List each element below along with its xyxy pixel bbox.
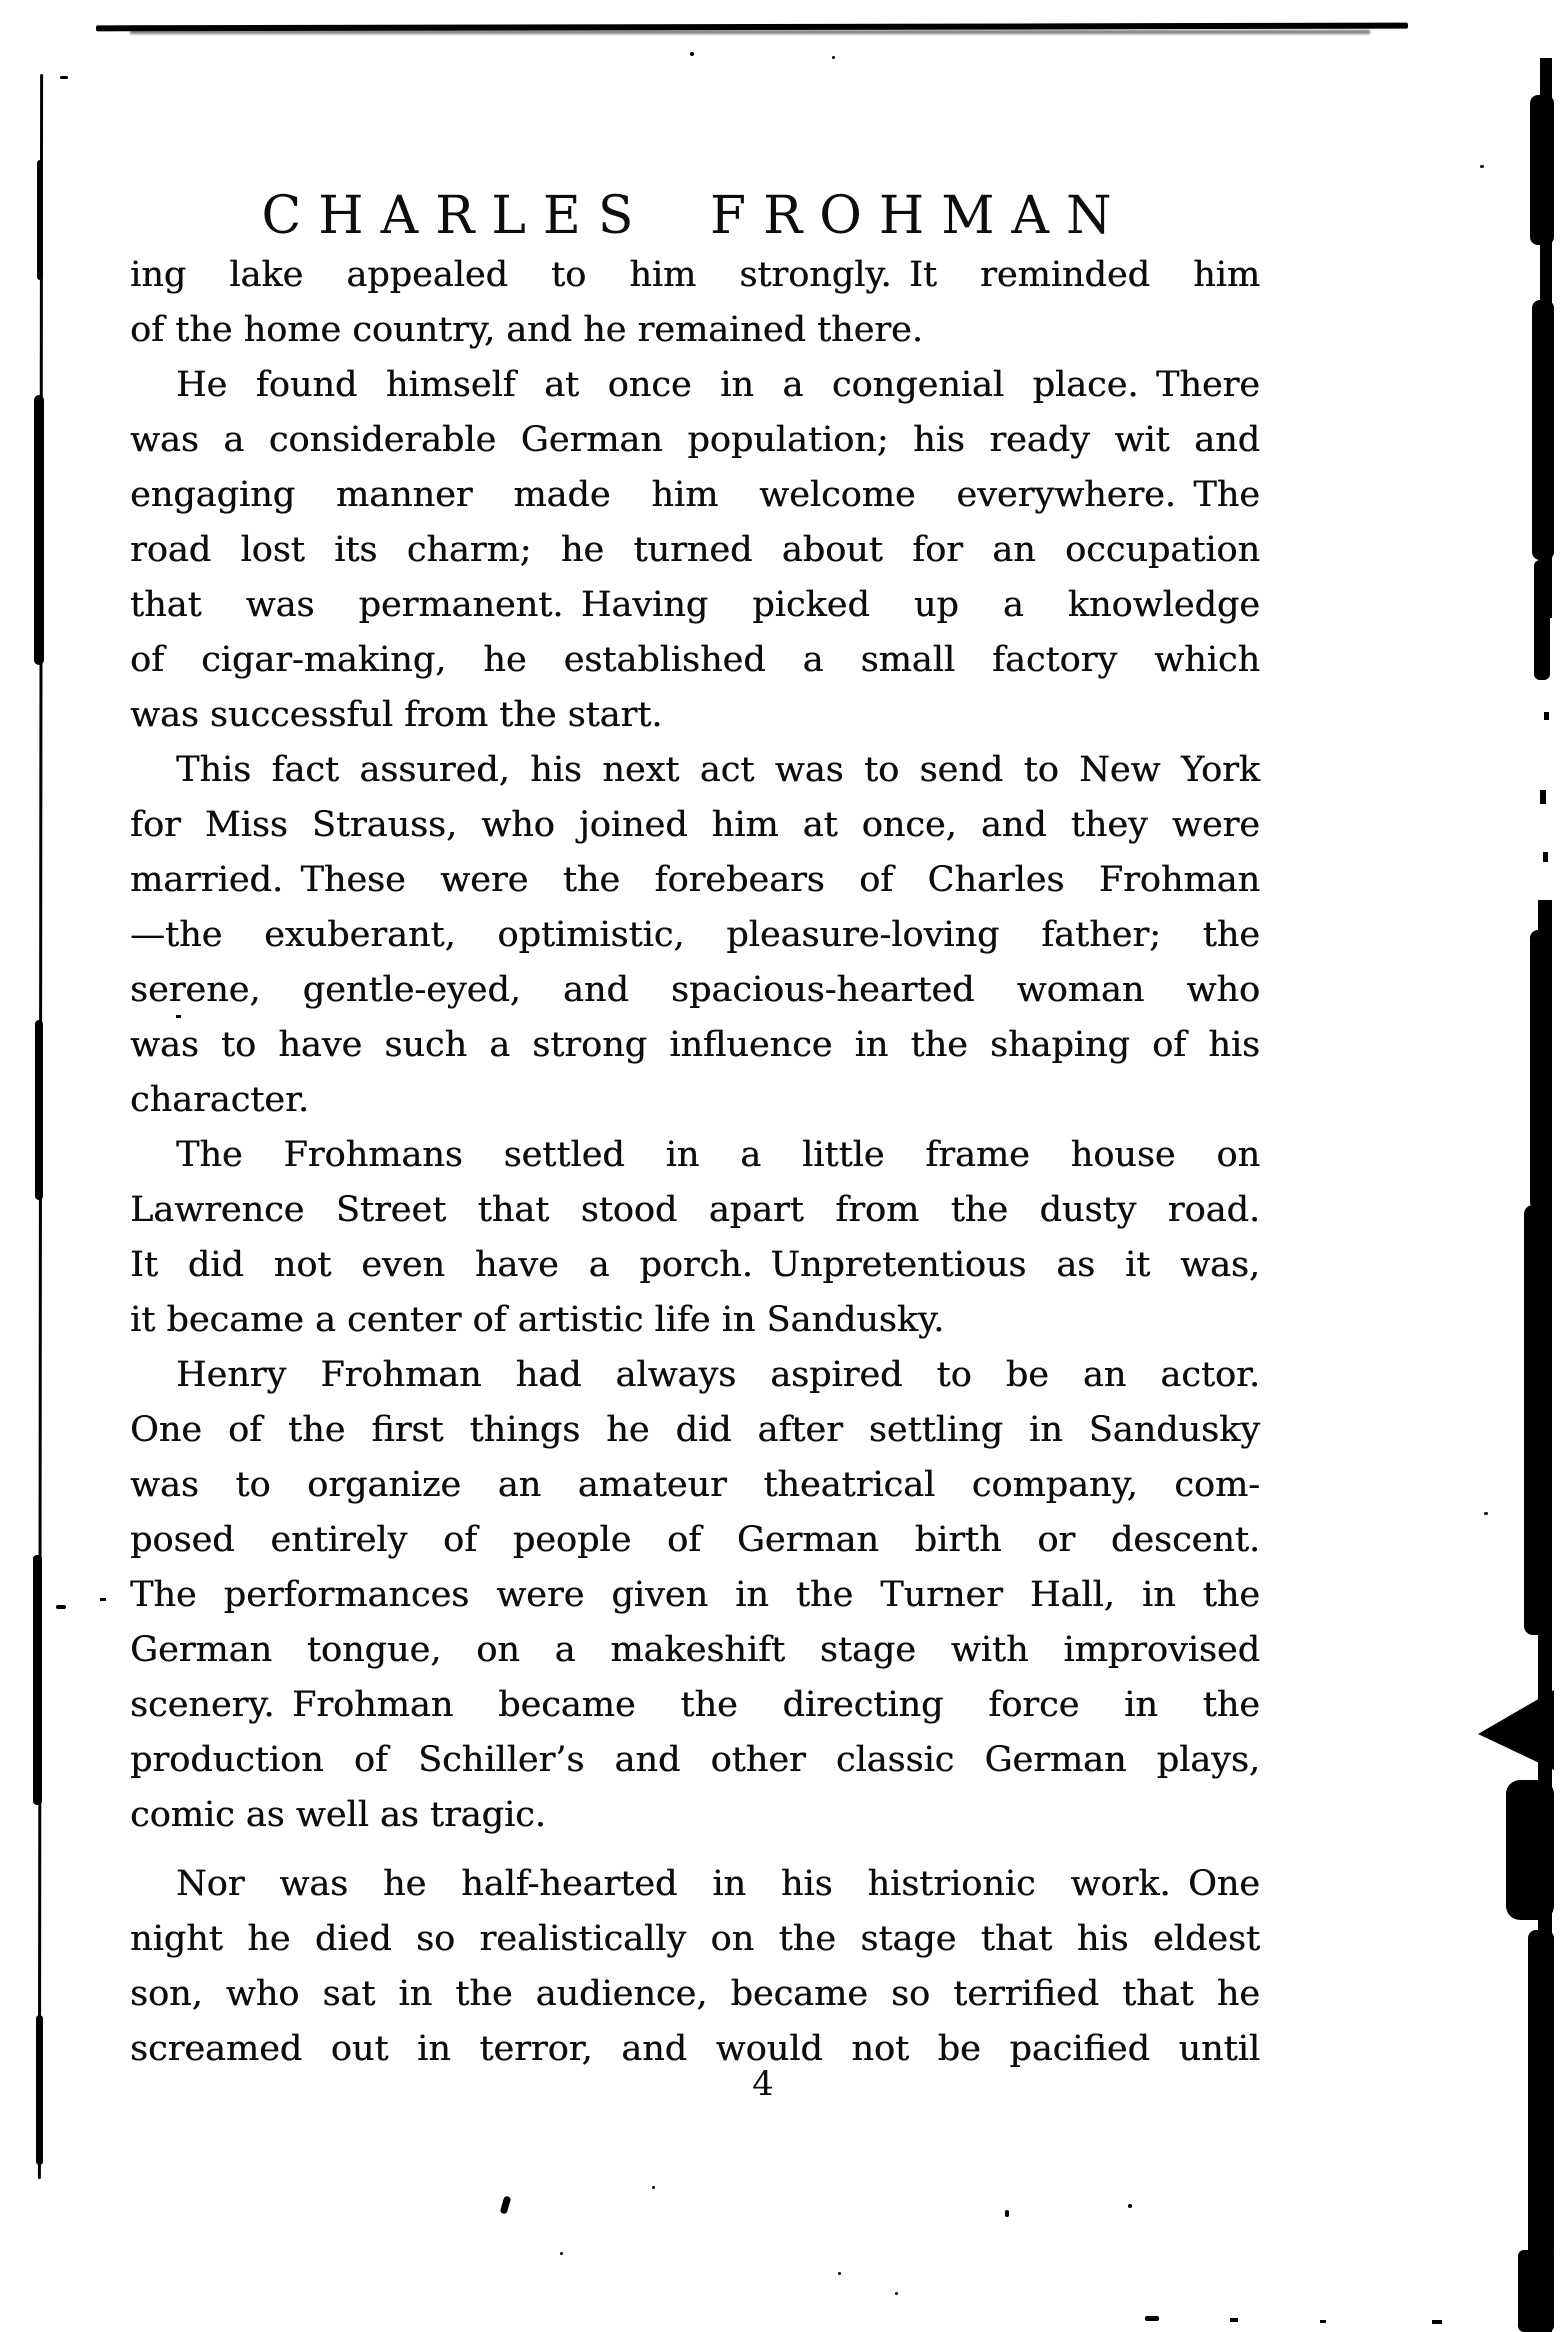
paragraph	[130, 248, 1260, 358]
scan-artifact-right-edge-blob	[1518, 2250, 1554, 2332]
text-line: It did not even have a porch. Unpretentious as it was,	[130, 1245, 1260, 1285]
text-line: —the exuberant, optimistic, pleasure-loving father; the	[130, 915, 1260, 955]
paragraph	[130, 1857, 1260, 2077]
text-line: of the home country, and he remained there.	[130, 310, 923, 350]
text-line: This fact assured, his next act was to send to New York	[176, 750, 1260, 790]
scan-artifact-right-edge-blob	[1530, 95, 1554, 245]
text-line: it became a center of artistic life in Sandusky.	[130, 1300, 945, 1340]
scan-artifact-right-edge-dot	[1542, 660, 1548, 670]
scan-artifact-right-edge-dot	[1544, 712, 1549, 720]
text-line: was to organize an amateur theatrical company, com-	[130, 1465, 1260, 1505]
scan-artifact-right-edge-blob	[1506, 1780, 1554, 1920]
scan-artifact-right-edge-dot	[1543, 852, 1548, 862]
text-line: married. These were the forebears of Charles Frohman	[130, 860, 1260, 900]
text-line: night he died so realistically on the stage that his eldest	[130, 1919, 1260, 1959]
scan-artifact-left-edge-blob	[37, 160, 43, 280]
scan-artifact-right-edge-blob	[1528, 1930, 1554, 2260]
text-line: Nor was he half-hearted in his histrionic work. One	[176, 1864, 1260, 1904]
text-line: for Miss Strauss, who joined him at once, and they were	[130, 805, 1260, 845]
text-line: character.	[130, 1080, 309, 1120]
text-line: ing lake appealed to him strongly. It reminded him	[130, 255, 1260, 295]
page-title: CHARLES FROHMAN	[261, 186, 1129, 246]
scan-artifact-left-edge-blob	[35, 1020, 43, 1200]
text-line: son, who sat in the audience, became so terrified that he	[130, 1974, 1260, 2014]
scan-artifact-speck	[60, 76, 68, 79]
text-line: posed entirely of people of German birth or descent.	[130, 1520, 1260, 1560]
scan-artifact-right-edge-blob	[1530, 930, 1552, 1210]
scan-artifact-speck	[1480, 165, 1484, 168]
paragraph	[130, 1348, 1260, 1843]
text-line: Henry Frohman had always aspired to be an actor.	[176, 1355, 1260, 1395]
text-line: One of the first things he did after settling in Sandusky	[130, 1410, 1260, 1450]
body-text	[130, 248, 1260, 2077]
text-line: was to have such a strong influence in the shaping of his	[130, 1025, 1260, 1065]
scan-artifact-right-edge-wedge	[1478, 1690, 1554, 1770]
page-number: 4	[752, 2064, 774, 2104]
text-line: screamed out in terror, and would not be pacified until	[130, 2029, 1260, 2069]
scan-artifact-speck	[1484, 1512, 1488, 1515]
text-line: The performances were given in the Turner Hall, in the	[130, 1575, 1260, 1615]
text-line: comic as well as tragic.	[130, 1795, 546, 1835]
text-line: scenery. Frohman became the directing force in the	[130, 1685, 1260, 1725]
scan-artifact-speck	[1320, 2320, 1326, 2323]
scan-artifact-left-edge-blob	[33, 1555, 42, 1805]
text-line: Lawrence Street that stood apart from the dusty road.	[130, 1190, 1260, 1230]
text-line: was successful from the start.	[130, 695, 663, 735]
text-line: of cigar-making, he established a small factory which	[130, 640, 1260, 680]
text-line: was a considerable German population; his ready wit and	[130, 420, 1260, 460]
scan-artifact-speck	[1432, 2320, 1442, 2324]
text-line: that was permanent. Having picked up a knowledge	[130, 585, 1260, 625]
text-line: serene, gentle-eyed, and spacious-hearted woman who	[130, 970, 1260, 1010]
scan-artifact-right-edge-blob	[1532, 300, 1554, 560]
text-line: road lost its charm; he turned about for an occupation	[130, 530, 1260, 570]
paragraph	[130, 743, 1260, 1128]
text-line: production of Schiller’s and other classic German plays,	[130, 1740, 1260, 1780]
text-line: The Frohmans settled in a little frame house on	[176, 1135, 1260, 1175]
scan-artifact-right-edge-dot	[1540, 790, 1546, 804]
paragraph	[130, 1128, 1260, 1348]
scan-artifact-left-edge-blob	[34, 395, 44, 665]
text-line: engaging manner made him welcome everywhere. The	[130, 475, 1260, 515]
scan-artifact-speck	[56, 1605, 66, 1609]
text-line: German tongue, on a makeshift stage with improvised	[130, 1630, 1260, 1670]
scan-artifact-right-edge-blob	[1524, 1205, 1552, 1635]
text-line: He found himself at once in a congenial place. There	[176, 365, 1260, 405]
text-column	[130, 0, 1260, 2332]
paragraph	[130, 358, 1260, 743]
scan-artifact-left-edge-blob	[36, 2015, 43, 2165]
scan-artifact-speck	[100, 1598, 106, 1601]
